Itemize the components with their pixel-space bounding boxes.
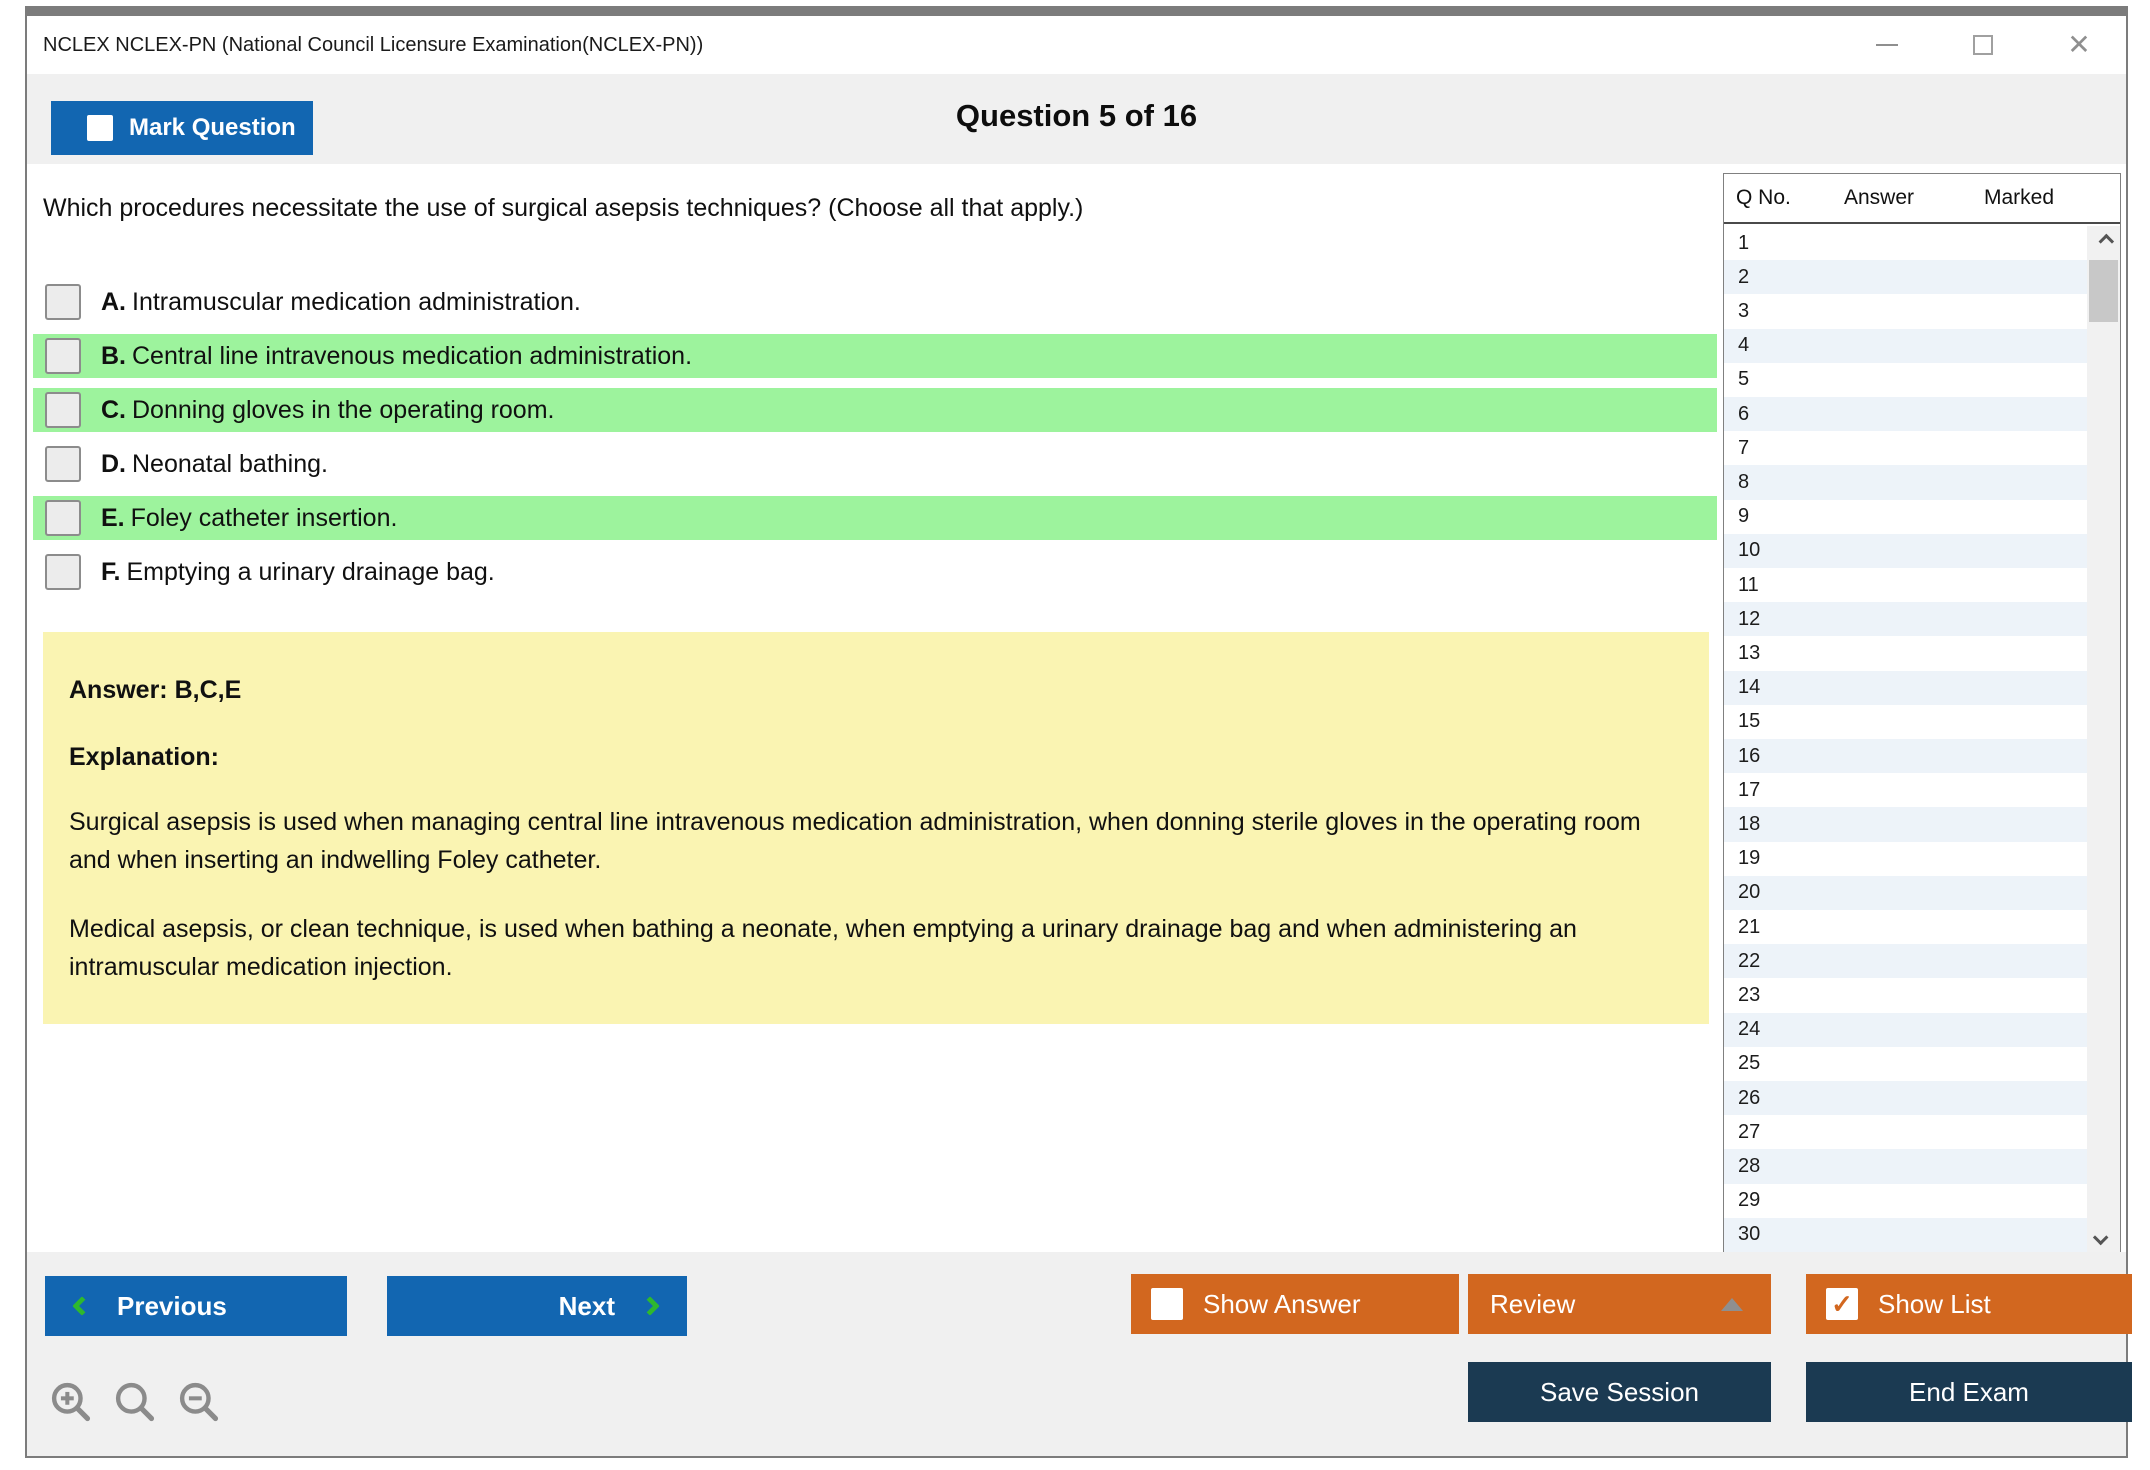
minimize-icon xyxy=(1876,44,1898,46)
question-list-row[interactable] xyxy=(1724,1013,2087,1047)
maximize-button[interactable] xyxy=(1968,30,1998,60)
show-list-label: Show List xyxy=(1878,1288,1991,1319)
option-checkbox[interactable] xyxy=(45,446,81,482)
cell-qno: 24 xyxy=(1738,1018,1761,1041)
show-list-button[interactable] xyxy=(1806,1274,2132,1334)
review-button[interactable] xyxy=(1468,1274,1771,1334)
minimize-button[interactable] xyxy=(1872,30,1902,60)
cell-qno: 9 xyxy=(1738,505,1750,528)
title-bar xyxy=(27,16,2126,74)
question-list-row[interactable] xyxy=(1724,876,2087,910)
question-list-row[interactable] xyxy=(1724,500,2087,534)
explanation-paragraph: Medical asepsis, or clean technique, is used when bathing a neonate, when emptying a urinary drainage bag and when administering an intramuscular medication injection. xyxy=(69,915,1577,981)
cell-qno: 12 xyxy=(1738,607,1761,630)
option-checkbox[interactable] xyxy=(45,338,81,374)
cell-qno: 20 xyxy=(1738,881,1761,904)
answer-option[interactable] xyxy=(33,388,1717,432)
question-list-row[interactable] xyxy=(1724,534,2087,568)
question-list-row[interactable] xyxy=(1724,842,2087,876)
scroll-up-icon xyxy=(2099,233,2115,249)
cell-qno: 26 xyxy=(1738,1086,1761,1109)
question-list-row[interactable] xyxy=(1724,1115,2087,1149)
cell-qno: 13 xyxy=(1738,642,1761,665)
save-session-label: Save Session xyxy=(1540,1376,1699,1407)
save-session-button[interactable] xyxy=(1468,1362,1771,1422)
column-header-answer: Answer xyxy=(1844,186,1915,209)
show-answer-label: Show Answer xyxy=(1203,1288,1361,1319)
cell-qno: 3 xyxy=(1738,300,1750,322)
window-title: NCLEX NCLEX-PN (National Council Licensure Examination(NCLEX-PN)) xyxy=(43,33,704,56)
cell-qno: 8 xyxy=(1738,471,1750,494)
question-list-table xyxy=(1723,173,2121,1253)
next-label: Next xyxy=(558,1290,615,1321)
cell-qno: 23 xyxy=(1738,984,1761,1007)
answer-option[interactable] xyxy=(33,550,1717,594)
chevron-right-icon xyxy=(640,1296,660,1316)
scrollbar-thumb[interactable] xyxy=(2089,260,2118,322)
option-text: C. Donning gloves in the operating room. xyxy=(101,395,555,424)
cell-qno: 11 xyxy=(1738,573,1759,596)
question-list-row[interactable] xyxy=(1724,1218,2087,1252)
question-list-row[interactable] xyxy=(1724,465,2087,499)
question-list-row[interactable] xyxy=(1724,978,2087,1012)
caret-up-icon xyxy=(1721,1298,1743,1311)
cell-qno: 25 xyxy=(1738,1052,1761,1075)
scrollbar[interactable] xyxy=(2087,226,2120,1252)
cell-qno: 7 xyxy=(1738,436,1750,459)
question-list-row[interactable] xyxy=(1724,294,2087,328)
previous-label: Previous xyxy=(117,1290,227,1321)
column-header-qno: Q No. xyxy=(1736,186,1791,209)
next-button[interactable] xyxy=(387,1276,687,1336)
explanation-label: Explanation: xyxy=(69,743,220,771)
answer-option[interactable] xyxy=(33,442,1717,486)
question-list-row[interactable] xyxy=(1724,568,2087,602)
option-text: B. Central line intravenous medication administration. xyxy=(101,341,693,370)
app-window xyxy=(25,6,2128,1458)
close-button[interactable] xyxy=(2064,30,2094,60)
option-text: E. Foley catheter insertion. xyxy=(101,503,398,532)
cell-qno: 21 xyxy=(1738,915,1761,938)
question-list-row[interactable] xyxy=(1724,944,2087,978)
question-list-row[interactable] xyxy=(1724,705,2087,739)
cell-qno: 30 xyxy=(1738,1223,1761,1246)
question-list-row[interactable] xyxy=(1724,807,2087,841)
question-text: Which procedures necessitate the use of surgical asepsis techniques? (Choose all that apply.) xyxy=(43,194,1084,222)
cell-qno: 19 xyxy=(1738,847,1761,870)
option-letter: D. xyxy=(101,449,126,478)
show-answer-button[interactable] xyxy=(1131,1274,1459,1334)
end-exam-button[interactable] xyxy=(1806,1362,2132,1422)
question-list-row[interactable] xyxy=(1724,431,2087,465)
scroll-down-icon xyxy=(2093,1229,2109,1245)
option-checkbox[interactable] xyxy=(45,284,81,320)
maximize-icon xyxy=(1973,35,1993,55)
question-list-row[interactable] xyxy=(1724,773,2087,807)
question-list-row[interactable] xyxy=(1724,671,2087,705)
option-letter: F. xyxy=(101,557,121,586)
cell-qno: 16 xyxy=(1738,744,1761,767)
top-bar xyxy=(27,74,2126,164)
question-list-header xyxy=(1724,174,2120,224)
zoom-in-icon[interactable] xyxy=(49,1380,93,1424)
answer-explanation-box xyxy=(43,632,1709,1024)
cell-qno: 27 xyxy=(1738,1120,1761,1143)
option-checkbox[interactable] xyxy=(45,392,81,428)
end-exam-label: End Exam xyxy=(1909,1376,2029,1407)
cell-qno: 14 xyxy=(1738,676,1761,699)
cell-qno: 18 xyxy=(1738,813,1761,836)
chevron-left-icon xyxy=(72,1296,92,1316)
cell-qno: 10 xyxy=(1738,539,1761,562)
previous-button[interactable] xyxy=(45,1276,347,1336)
cell-qno: 17 xyxy=(1738,778,1761,801)
option-text: A. Intramuscular medication administration. xyxy=(101,287,581,316)
scroll-down-button[interactable] xyxy=(2087,1222,2120,1252)
question-list-row[interactable] xyxy=(1724,397,2087,431)
answer-option[interactable] xyxy=(33,334,1717,378)
zoom-out-icon[interactable] xyxy=(177,1380,221,1424)
cell-qno: 22 xyxy=(1738,949,1761,972)
cell-qno: 15 xyxy=(1738,710,1761,733)
question-list-row[interactable] xyxy=(1724,1081,2087,1115)
checkmark-icon: ✓ xyxy=(1831,1289,1853,1319)
cell-qno: 1 xyxy=(1738,231,1750,254)
answer-option[interactable] xyxy=(33,496,1717,540)
question-counter: Question 5 of 16 xyxy=(955,98,1198,133)
zoom-toolbar xyxy=(49,1380,221,1424)
question-list-row[interactable] xyxy=(1724,1047,2087,1081)
zoom-icon[interactable] xyxy=(113,1380,157,1424)
cell-qno: 2 xyxy=(1738,265,1750,288)
option-checkbox[interactable] xyxy=(45,500,81,536)
options-list xyxy=(33,280,1717,604)
answer-option[interactable] xyxy=(33,280,1717,324)
cell-qno: 28 xyxy=(1738,1155,1761,1178)
option-letter: C. xyxy=(101,395,126,424)
question-list-row[interactable] xyxy=(1724,1184,2087,1218)
question-list-row[interactable] xyxy=(1724,602,2087,636)
option-letter: B. xyxy=(101,341,126,370)
cell-qno: 5 xyxy=(1738,368,1750,391)
cell-qno: 4 xyxy=(1738,334,1750,357)
column-header-marked: Marked xyxy=(1984,186,2055,209)
option-letter: E. xyxy=(101,503,125,532)
review-label: Review xyxy=(1490,1288,1576,1319)
question-list-body xyxy=(1724,226,2087,1252)
question-list-row[interactable] xyxy=(1724,260,2087,294)
option-text: F. Emptying a urinary drainage bag. xyxy=(101,557,495,586)
question-list-row[interactable] xyxy=(1724,739,2087,773)
scroll-up-button[interactable] xyxy=(2087,226,2120,256)
close-icon: ✕ xyxy=(2067,29,2091,60)
question-list-row[interactable] xyxy=(1724,329,2087,363)
question-list-row[interactable] xyxy=(1724,1149,2087,1183)
question-list-row[interactable] xyxy=(1724,910,2087,944)
question-list-row[interactable] xyxy=(1724,363,2087,397)
show-answer-checkbox-icon[interactable] xyxy=(1151,1288,1183,1320)
option-text: D. Neonatal bathing. xyxy=(101,449,328,478)
question-list-row[interactable] xyxy=(1724,226,2087,260)
cell-qno: 29 xyxy=(1738,1189,1761,1212)
explanation-paragraph: Surgical asepsis is used when managing central line intravenous medication administration, when donning sterile gloves in the operating room and when inserting an indwelling Foley catheter. xyxy=(69,808,1641,874)
answer-label: Answer: B,C,E xyxy=(69,676,242,704)
question-list-row[interactable] xyxy=(1724,636,2087,670)
bottom-bar xyxy=(27,1252,2126,1456)
show-list-checkbox-icon[interactable] xyxy=(1826,1288,1858,1320)
option-checkbox[interactable] xyxy=(45,554,81,590)
cell-qno: 6 xyxy=(1738,402,1750,425)
mark-question-label: Mark Question xyxy=(129,114,296,141)
option-letter: A. xyxy=(101,287,126,316)
